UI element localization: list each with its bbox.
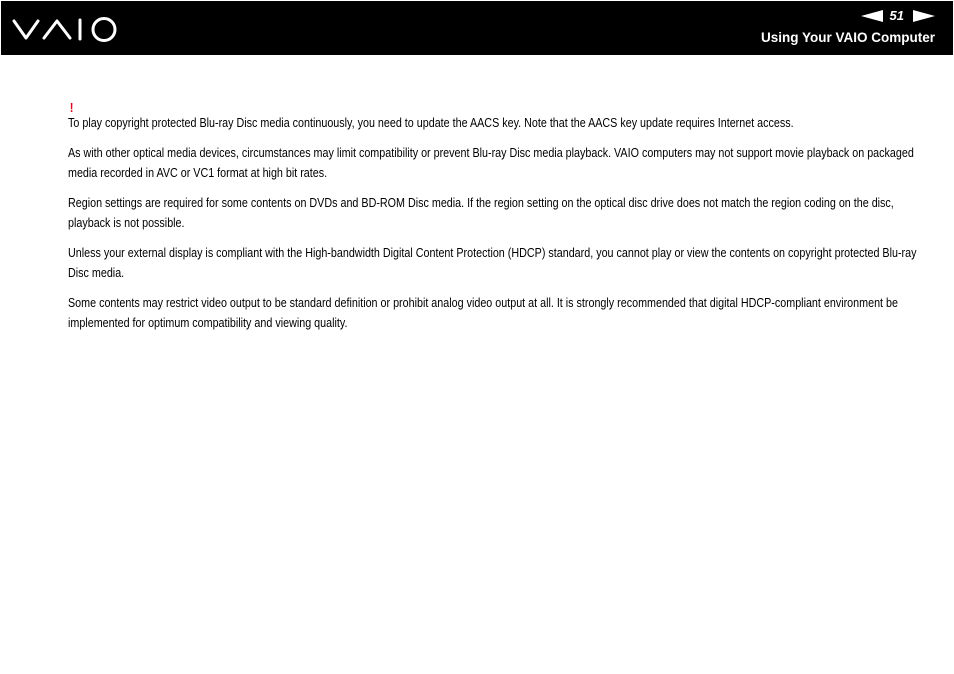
warning-text: To play copyright protected Blu-ray Disc media continuously, you need to update the AACS key. Note that the AACS key update requires Internet access. — [68, 116, 794, 130]
previous-page-icon[interactable] — [861, 10, 883, 22]
vaio-logo — [12, 15, 122, 43]
page-number: 51 — [889, 8, 904, 23]
next-page-icon[interactable] — [913, 10, 935, 22]
page-navigation — [861, 8, 935, 24]
paragraph: Unless your external display is compliant with the High-bandwidth Digital Content Protection (HDCP) standard, you cannot play or view the contents on copyright protected Blu-ray Disc media. — [68, 246, 917, 280]
paragraph: Region settings are required for some contents on DVDs and BD-ROM Disc media. If the region setting on the optical disc drive does not match the region coding on the disc, playback is not possible. — [68, 196, 894, 230]
paragraph: As with other optical media devices, circumstances may limit compatibility or prevent Blu-ray Disc media playback. VAIO computers may not support movie playback on packaged media recorded in AVC or VC1 format at high bit rates. — [68, 146, 914, 180]
warning-icon: ! — [69, 100, 74, 115]
paragraph: Some contents may restrict video output to be standard definition or prohibit analog video output at all. It is strongly recommended that digital HDCP-compliant environment be implemented for optimum compatibility and viewing quality. — [68, 296, 898, 330]
section-title: Using Your VAIO Computer — [760, 30, 935, 45]
main-content — [68, 100, 917, 343]
page-header — [1, 1, 953, 55]
